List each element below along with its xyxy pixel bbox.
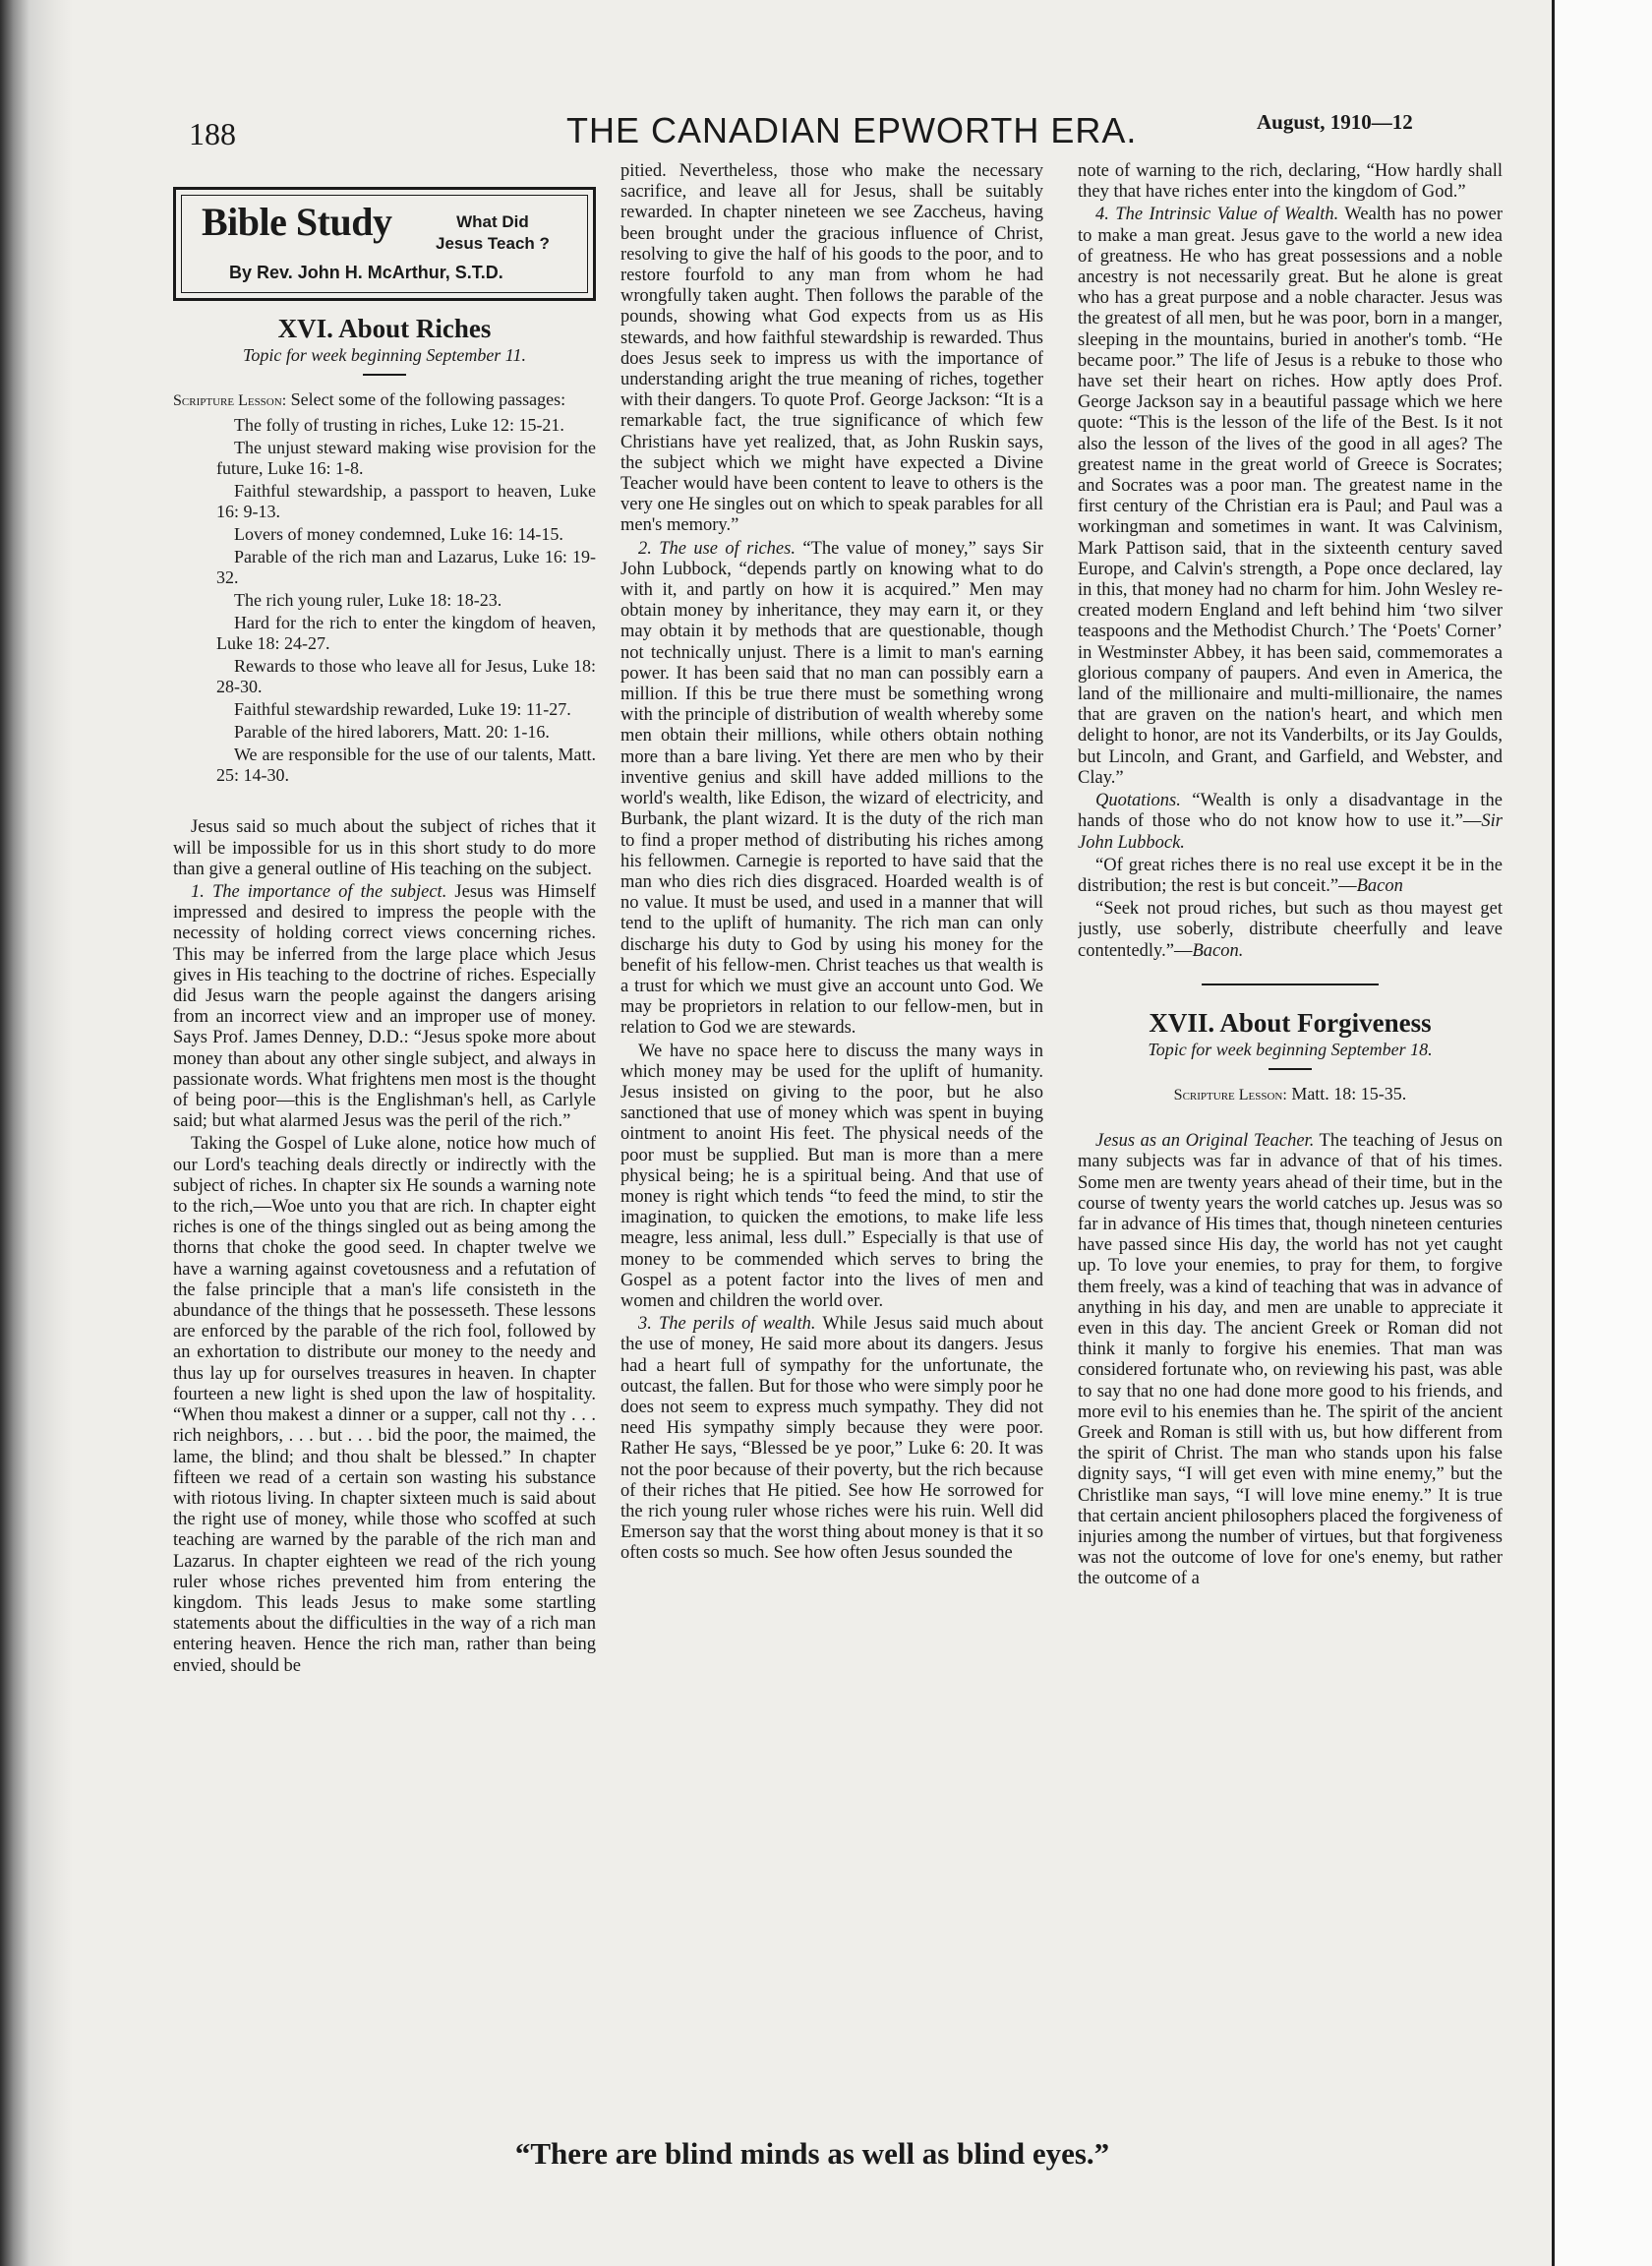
body-paragraph	[1078, 205, 1503, 789]
lesson-item: Hard for the rich to enter the kingdom of heaven, Luke 18: 24-27.	[216, 613, 596, 654]
lesson-item: Faithful stewardship rewarded, Luke 19: 11-27.	[234, 699, 571, 720]
paragraph-text: “The value of money,” says Sir John Lubbock, “depends partly on knowing what to do with it, and partly on how it is acquired.” Men may obtain money by inheritance, they may earn it, or they may obtain it by methods that are questionable, though not technically unjust. There is a limit to man's earning power. It has been said that no man can possibly earn a million. If this be true there must be something wrong with the principle of distribution of wealth whereby some men obtain their millions, while others obtain nothing more than a bare living. Yet there are men who by their inventive genius and skill have added millions to the world's wealth, like Edison, the wizard of electricity, and Burbank, the plant wizard. It is the duty of the rich man to find a proper method of distributing his riches among his fellowmen. Carnegie is reported to have said that the man who dies rich dies disgraced. Hoarded wealth is of no value. It must be used, and used in a manner that will tend to the uplift of humanity. The rich man can only discharge his duty to God by using his money for the benefit of his fellow-men. Christ teaches us that wealth is a trust for which we must give an account unto God. We may be proprietors in relation to our fellow-men, but in relation to God we are stewards.	[620, 538, 1043, 1039]
body-paragraph	[173, 882, 596, 1132]
quotation-text: “Wealth is only a disadvantage in the hands of those who do not know how to use it.”—	[1078, 791, 1503, 832]
section-17-scripture-lesson	[1078, 1084, 1503, 1105]
section-17-title: XVII. About Forgiveness	[1149, 1007, 1432, 1038]
quotation-source: Sir John Lubbock.	[1078, 811, 1503, 853]
journal-title: THE CANADIAN EPWORTH ERA.	[566, 110, 1138, 150]
scripture-lesson-label: Scripture Lesson:	[1173, 1087, 1287, 1104]
body-paragraph	[1078, 1131, 1503, 1589]
section-16-topic: Topic for week beginning September 11.	[243, 345, 526, 366]
bible-study-title: Bible Study	[202, 200, 392, 244]
column-3	[1078, 161, 1503, 2128]
scripture-lesson-intro	[173, 389, 596, 411]
quotation-text: “Of great riches there is no real use except it be in the distribution; the rest is but conceit.”—	[1078, 855, 1503, 896]
body-paragraph	[620, 1314, 1043, 1564]
body-paragraph: Taking the Gospel of Luke alone, notice how much of our Lord's teaching deals directly or indirectly with the subject of riches. In chapter six He sounds a warning note to the rich,—Woe unto you that are rich. In chapter eight riches is one of the things singled out as being among the thorns that choke the good seed. In chapter twelve we have a warning against covetousness and a refutation of the false principle that a man's life consisteth in the abundance of the things that he possesseth. These lessons are enforced by the parable of the rich fool, followed by an exhortation to distribute our money to the needy and thus lay up for ourselves treasures in heaven. In chapter fourteen a new light is shed upon the law of hospitality. “When thou makest a dinner or a supper, call not thy . . . rich neighbors, . . . but . . . bid the poor, the maimed, the lame, the blind; and thou shalt be blessed.” In chapter fifteen we read of a certain son wasting his substance with riotous living. In chapter sixteen much is said about the right use of money, while those who scoffed at such teaching are warned by the parable of the rich man and Lazarus. In chapter eighteen we read of the rich young ruler whose riches prevented him from entering the kingdom. This leads Jesus to make some startling statements about the difficulties in the way of a rich man entering heaven. Hence the rich man, rather than being envied, should be	[173, 1134, 596, 1676]
paragraph-heading: 4. The Intrinsic Value of Wealth.	[1095, 205, 1339, 225]
subtitle-line-2: Jesus Teach ?	[436, 234, 550, 253]
magazine-page	[73, 0, 1552, 2266]
paragraph-text: Jesus was Himself impressed and desired to impress the people with the necessity of holding correct views concerning riches. This may be inferred from the large place which Jesus gives in His teaching to the doctrine of riches. Especially did Jesus warn the people against the dangers arising from an incorrect view and an improper use of money. Says Prof. James Denney, D.D.: “Jesus spoke more about money than about any other single subject, and always in passionate words. What frightens men most is the thought of being poor—this is the Englishman's hell, as Carlyle said; but what alarmed Jesus was the peril of the rich.”	[173, 882, 596, 1132]
lesson-item: Lovers of money condemned, Luke 16: 14-15.	[234, 524, 563, 545]
bible-study-box	[173, 187, 596, 301]
scripture-lesson-label: Scripture Lesson:	[173, 392, 287, 410]
paragraph-text: While Jesus said much about the use of money, He said more about its dangers. Jesus had a heart full of sympathy for the unfortunate, the outcast, the fallen. But for those who were simply poor he does not seem to express much sympathy. They did not need His sympathy simply because they were poor. Rather He says, “Blessed be ye poor,” Luke 6: 20. It was not the poor because of their poverty, but the rich because of their riches that He pitied. See how He sorrowed for the rich young ruler whose riches were his ruin. Well did Emerson say that the worst thing about money is that it so often costs so much. See how often Jesus sounded the	[620, 1314, 1043, 1564]
body-paragraph: note of warning to the rich, declaring, “How hardly shall they that have riches enter into the kingdom of God.”	[1078, 161, 1503, 203]
bible-study-subtitle	[436, 211, 550, 255]
column-1	[173, 157, 596, 2124]
short-rule	[1268, 1068, 1312, 1070]
lesson-item: Parable of the rich man and Lazarus, Luke 16: 19-32.	[216, 547, 596, 588]
paragraph-heading: 2. The use of riches.	[638, 538, 796, 559]
scripture-lesson-text: Select some of the following passages:	[290, 389, 566, 410]
lesson-item: Rewards to those who leave all for Jesus, Luke 18: 28-30.	[216, 656, 596, 697]
body-paragraph: Jesus said so much about the subject of riches that it will be impossible for us in this short study to do more than give a general outline of His teaching on the subject.	[173, 817, 596, 879]
lesson-item: The rich young ruler, Luke 18: 18-23.	[234, 590, 502, 611]
paragraph-text: Wealth has no power to make a man great. Jesus gave to the world a new idea of greatness. He who has great possessions and a noble ancestry is not necessarily great. But he alone is great who has a great purpose and a noble character. Jesus was the greatest of all men, but he was poor, born in a manger, sleeping in the mountains, buried in another's tomb. “He became poor.” The life of Jesus is a rebuke to those who have set their heart on riches. How aptly does Prof. George Jackson say in a beautiful passage which we here quote: “This is the lesson of the life of the Best. Is it not also the lesson of the lives of the good in all ages? The greatest name in the great world of Greece is Socrates; and Socrates was a poor man. The greatest name in the first century of the Christian era is Paul; and Paul was a workingman and sometimes in want. It was Calvinism, Mark Pattison said, that in the sixteenth century saved Europe, and Calvin's strength, a Pope once declared, lay in this, that money had no charm for him. John Wesley re-created modern England and left behind him ‘two silver teaspoons and the Methodist Church.’ The ‘Poets' Corner’ in Westminster Abbey, it has been said, commemorates a glorious company of paupers. And even in America, the land of the millionaire and multi-millionaire, the names that are graven on the nation's heart, and which men delight to honor, are not its Vanderbilts, or its Jay Goulds, but Lincoln, and Grant, and Garfield, and Webster, and Clay.”	[1078, 205, 1503, 788]
paragraph-heading: 1. The importance of the subject.	[191, 882, 447, 903]
section-17-topic: Topic for week beginning September 18.	[1148, 1039, 1433, 1059]
scripture-lesson-reference: Matt. 18: 15-35.	[1291, 1084, 1407, 1104]
bible-study-author: By Rev. John H. McArthur, S.T.D.	[229, 263, 503, 282]
footer-quote: “There are blind minds as well as blind eyes.”	[514, 2136, 1110, 2171]
section-16-title: XVI. About Riches	[277, 314, 492, 343]
scripture-lesson-list	[173, 415, 596, 786]
quotations-heading: Quotations.	[1095, 791, 1181, 811]
quotation	[1078, 791, 1503, 854]
issue-date: August, 1910—12	[1257, 110, 1413, 134]
scan-right-margin	[1552, 0, 1652, 2266]
lesson-item: Parable of the hired laborers, Matt. 20: 1-16.	[234, 722, 550, 743]
quotation	[1078, 899, 1503, 962]
body-paragraph: pitied. Nevertheless, those who make the necessary sacrifice, and leave all for Jesus, shall be suitably rewarded. In chapter nineteen we see Zaccheus, having been brought under the gracious influence of Christ, resolving to give the half of his goods to the poor, and to restore fourfold to any man from whom he had wrongfully taken aught. Then follows the parable of the pounds, showing what God expects from us as His stewards, and how faithful stewardship is rewarded. Thus does Jesus seek to impress us with the importance of understanding aright the true meaning of riches, together with their dangers. To quote Prof. George Jackson: “It is a remarkable fact, the true significance of which few Christians have yet realized, that, as John Ruskin says, the subject which we might have expected a Divine Teacher would have been content to leave to others is the very one He singles out on which to speak parables for all men's memory.”	[620, 161, 1043, 536]
body-paragraph: We have no space here to discuss the many ways in which money may be used for the uplift of humanity. Jesus insisted on giving to the poor, but he also sanctioned that use of money which was spent in buying ointment to anoint His feet. The physical needs of the poor must be supplied. But man is more than a mere physical being; he is a spiritual being. And that use of money is right which tends “to feed the mind, to stir the imagination, to quicken the emotions, to make life less meagre, less animal, less dull.” Especially is that use of money to be commended which serves to bring the Gospel as a potent factor into the lives of men and women and children the world over.	[620, 1041, 1043, 1311]
column-2	[620, 161, 1043, 2128]
quotation-source: Bacon	[1356, 875, 1403, 896]
quotation-source: Bacon.	[1192, 940, 1244, 961]
quotation-text: “Seek not proud riches, but such as thou mayest get justly, use soberly, distribute cheerfully and leave contentedly.”—	[1078, 899, 1503, 961]
page-header	[73, 110, 1552, 155]
subtitle-line-1: What Did	[456, 212, 529, 231]
lesson-item: The folly of trusting in riches, Luke 12: 15-21.	[234, 415, 564, 436]
lesson-item: The unjust steward making wise provision for the future, Luke 16: 1-8.	[216, 438, 596, 479]
section-divider	[1202, 984, 1379, 985]
paragraph-heading: Jesus as an Original Teacher.	[1095, 1131, 1315, 1152]
paragraph-text: The teaching of Jesus on many subjects was far in advance of that of his times. Some men are twenty years ahead of their time, but in the course of twenty years the world catches up. Jesus was so far in advance of His times that, though nineteen centuries have passed since His day, the world has not yet caught up. To love your enemies, to pray for them, to forgive them freely, was a kind of teaching that was in advance of anything in his day, and men are unable to appreciate it even in this day. The ancient Greek or Roman did not think it manly to forgive his enemies. That man was considered fortunate who, on reviewing his past, was able to say that no one had done more good to his friends, and more evil to his enemies than he. The spirit of the ancient Greek and Roman is still with us, but how different from the spirit of Christ. The man who stands upon his false dignity says, “I will get even with mine enemy,” but the Christlike man says, “I will love mine enemy.” It is true that certain ancient philosophers placed the forgiveness of injuries among the number of virtues, but that forgiveness was not the outcome of love for one's enemy, but rather the outcome of a	[1078, 1131, 1503, 1589]
body-paragraph	[620, 539, 1043, 1040]
quotation	[1078, 856, 1503, 897]
paragraph-heading: 3. The perils of wealth.	[638, 1314, 816, 1335]
page-number: 188	[189, 116, 236, 151]
lesson-item: We are responsible for the use of our talents, Matt. 25: 14-30.	[216, 745, 596, 786]
short-rule	[363, 374, 406, 376]
book-spine-shadow	[0, 0, 73, 2266]
lesson-item: Faithful stewardship, a passport to heaven, Luke 16: 9-13.	[216, 481, 596, 522]
